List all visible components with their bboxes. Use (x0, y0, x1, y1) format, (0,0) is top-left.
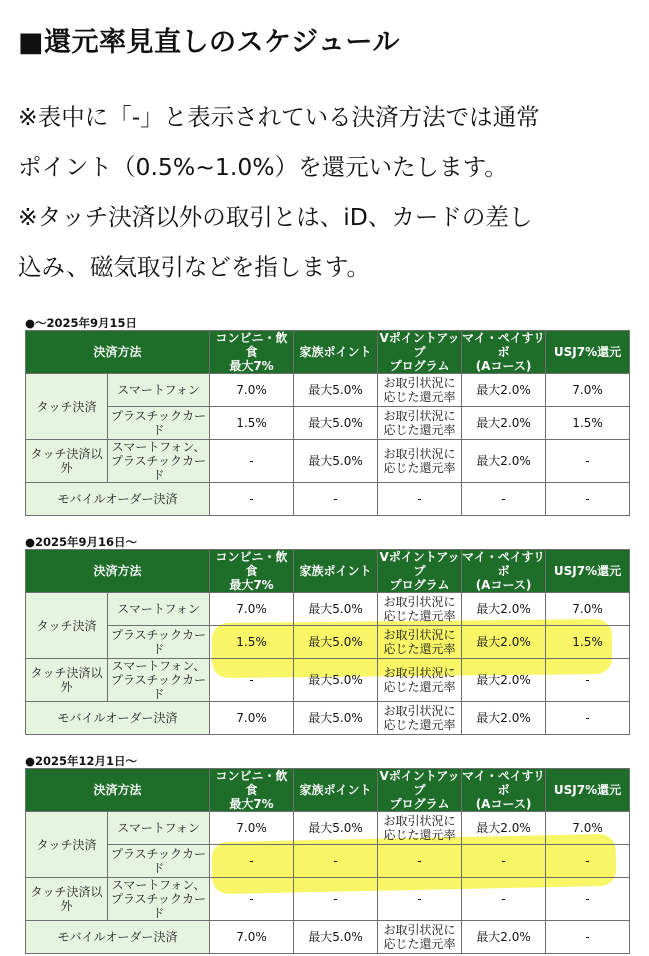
table-row (26, 440, 630, 483)
schedule-section (25, 535, 629, 735)
cell-text: (Aコース) (475, 797, 532, 811)
usj-cell (546, 878, 630, 921)
cell-text: タッチ決済以外 (30, 666, 103, 694)
cell-text: スマートフォン、 (111, 878, 206, 892)
cell-text: 最大2.0% (476, 821, 531, 835)
cell-text: お取引状況に (383, 595, 456, 609)
cell-text: USJ7%還元 (553, 783, 622, 797)
column-header (210, 331, 294, 374)
convenience-cell (210, 374, 294, 407)
row-label (108, 812, 210, 845)
column-header (546, 769, 630, 812)
cell-text: 応じた還元率 (383, 680, 456, 694)
cell-text: 最大2.0% (476, 635, 531, 649)
cell-text: (Aコース) (475, 359, 532, 373)
header-method (26, 331, 210, 374)
cell-text: - (249, 454, 254, 468)
usj-cell (546, 845, 630, 878)
table-row (26, 374, 630, 407)
cell-text: Vポイントアップ (379, 331, 460, 359)
cell-text: 7.0% (572, 821, 603, 835)
cell-text: お取引状況に (383, 704, 456, 718)
revo-cell (462, 812, 546, 845)
cell-text: 最大5.0% (308, 930, 363, 944)
cell-text: プラスチックカード (110, 847, 207, 875)
vpoint-cell (378, 593, 462, 626)
cell-text: お取引状況に (383, 376, 456, 390)
cell-text: 最大2.0% (476, 673, 531, 687)
cell-text: 最大7% (229, 797, 274, 811)
table-row (26, 878, 630, 921)
cell-text: - (585, 711, 590, 725)
vpoint-cell (378, 921, 462, 954)
table-row (26, 483, 630, 516)
cell-text: マイ・ペイすリボ (462, 550, 545, 578)
column-header (546, 550, 630, 593)
note-line: 込み、磁気取引などを指します。 (18, 253, 371, 281)
cell-text: スマートフォン (117, 602, 200, 616)
cell-text: マイ・ペイすリボ (462, 769, 545, 797)
cell-text: 7.0% (572, 383, 603, 397)
cell-text: コンビニ・飲食 (215, 550, 288, 578)
family-point-cell (294, 812, 378, 845)
cell-text: Vポイントアップ (379, 550, 460, 578)
vpoint-cell (378, 440, 462, 483)
cell-text: - (585, 854, 590, 868)
cell-text: - (417, 892, 422, 906)
convenience-cell (210, 626, 294, 659)
usj-cell (546, 440, 630, 483)
cell-text: 最大2.0% (476, 454, 531, 468)
cell-text: 応じた還元率 (383, 609, 456, 623)
cell-text: 1.5% (572, 635, 603, 649)
cell-text: 決済方法 (93, 564, 142, 578)
table-row (26, 659, 630, 702)
cell-text: スマートフォン、 (111, 440, 206, 454)
row-label (108, 845, 210, 878)
rate-table (25, 330, 630, 516)
cell-text: 決済方法 (93, 345, 142, 359)
cell-text: 最大2.0% (476, 416, 531, 430)
cell-text: 応じた還元率 (383, 937, 456, 951)
usj-cell (546, 659, 630, 702)
column-header (294, 550, 378, 593)
cell-text: 7.0% (236, 711, 267, 725)
cell-text: タッチ決済以外 (30, 447, 103, 475)
cell-text: プログラム (389, 578, 450, 592)
convenience-cell (210, 845, 294, 878)
row-label (108, 878, 210, 921)
column-header (378, 331, 462, 374)
convenience-cell (210, 407, 294, 440)
cell-text: 最大5.0% (308, 416, 363, 430)
revo-cell (462, 483, 546, 516)
cell-text: 応じた還元率 (383, 461, 456, 475)
cell-text: - (333, 492, 338, 506)
cell-text: タッチ決済 (36, 618, 97, 633)
rate-table (25, 549, 630, 735)
revo-cell (462, 626, 546, 659)
row-label (26, 921, 210, 954)
column-header (294, 331, 378, 374)
cell-text: コンビニ・飲食 (215, 331, 288, 359)
usj-cell (546, 483, 630, 516)
cell-text: お取引状況に (383, 923, 456, 937)
table-row (26, 845, 630, 878)
cell-text: モバイルオーダー決済 (57, 711, 178, 725)
family-point-cell (294, 440, 378, 483)
cell-text: 最大2.0% (476, 711, 531, 725)
vpoint-cell (378, 407, 462, 440)
vpoint-cell (378, 812, 462, 845)
row-label (108, 659, 210, 702)
table-row (26, 407, 630, 440)
cell-text: 最大5.0% (308, 602, 363, 616)
schedule-label: ●2025年9月16日～ (25, 535, 138, 549)
cell-text: スマートフォン (117, 821, 200, 835)
cell-text: 最大5.0% (308, 635, 363, 649)
schedule-label: ●～2025年9月15日 (25, 316, 138, 330)
table-row (26, 626, 630, 659)
cell-text: 応じた還元率 (383, 423, 456, 437)
cell-text: モバイルオーダー決済 (57, 930, 178, 944)
row-group-touch (26, 812, 108, 878)
cell-text: プラスチックカード (110, 409, 207, 437)
header-method (26, 550, 210, 593)
family-point-cell (294, 593, 378, 626)
vpoint-cell (378, 845, 462, 878)
cell-text: USJ7%還元 (553, 564, 622, 578)
revo-cell (462, 374, 546, 407)
family-point-cell (294, 921, 378, 954)
column-header (210, 550, 294, 593)
usj-cell (546, 374, 630, 407)
cell-text: - (585, 892, 590, 906)
column-header (210, 769, 294, 812)
usj-cell (546, 407, 630, 440)
cell-text: - (417, 492, 422, 506)
cell-text: 1.5% (572, 416, 603, 430)
cell-text: プラスチックカード (110, 454, 207, 482)
cell-text: 家族ポイント (299, 345, 372, 359)
note-line: ポイント（0.5%~1.0%）を還元いたします。 (18, 153, 508, 181)
row-label (108, 440, 210, 483)
column-header (462, 331, 546, 374)
cell-text: 1.5% (236, 416, 267, 430)
cell-text: 最大5.0% (308, 383, 363, 397)
table-row (26, 702, 630, 735)
cell-text: - (417, 854, 422, 868)
table-row (26, 593, 630, 626)
cell-text: 7.0% (236, 930, 267, 944)
cell-text: - (249, 892, 254, 906)
convenience-cell (210, 483, 294, 516)
row-group-non-touch (26, 878, 108, 921)
rate-table (25, 768, 630, 954)
cell-text: 応じた還元率 (383, 390, 456, 404)
cell-text: お取引状況に (383, 447, 456, 461)
header-method (26, 769, 210, 812)
cell-text: マイ・ペイすリボ (462, 331, 545, 359)
cell-text: - (501, 892, 506, 906)
family-point-cell (294, 702, 378, 735)
family-point-cell (294, 626, 378, 659)
convenience-cell (210, 440, 294, 483)
cell-text: - (585, 454, 590, 468)
column-header (462, 769, 546, 812)
row-label (108, 626, 210, 659)
cell-text: タッチ決済 (36, 399, 97, 414)
revo-cell (462, 440, 546, 483)
vpoint-cell (378, 659, 462, 702)
cell-text: (Aコース) (475, 578, 532, 592)
usj-cell (546, 812, 630, 845)
cell-text: USJ7%還元 (553, 345, 622, 359)
notes-block (18, 92, 643, 292)
row-label (108, 407, 210, 440)
cell-text: 最大5.0% (308, 711, 363, 725)
revo-cell (462, 659, 546, 702)
cell-text: 応じた還元率 (383, 642, 456, 656)
usj-cell (546, 921, 630, 954)
note-line: ※表中に「-」と表示されている決済方法では通常 (18, 103, 540, 131)
row-label (108, 593, 210, 626)
cell-text: プログラム (389, 797, 450, 811)
cell-text: モバイルオーダー決済 (57, 492, 178, 506)
cell-text: 7.0% (236, 821, 267, 835)
row-group-non-touch (26, 659, 108, 702)
cell-text: 最大2.0% (476, 602, 531, 616)
cell-text: タッチ決済 (36, 837, 97, 852)
cell-text: 最大5.0% (308, 454, 363, 468)
family-point-cell (294, 374, 378, 407)
row-label (108, 374, 210, 407)
table-row (26, 921, 630, 954)
usj-cell (546, 702, 630, 735)
cell-text: 1.5% (236, 635, 267, 649)
column-header (378, 550, 462, 593)
cell-text: - (585, 492, 590, 506)
convenience-cell (210, 702, 294, 735)
schedule-label: ●2025年12月1日～ (25, 754, 138, 768)
cell-text: タッチ決済以外 (30, 885, 103, 913)
note-line: ※タッチ決済以外の取引とは、iD、カードの差し (18, 203, 533, 231)
row-group-touch (26, 593, 108, 659)
cell-text: - (249, 854, 254, 868)
cell-text: - (501, 854, 506, 868)
convenience-cell (210, 812, 294, 845)
row-label (26, 702, 210, 735)
cell-text: 応じた還元率 (383, 718, 456, 732)
vpoint-cell (378, 374, 462, 407)
cell-text: 最大5.0% (308, 673, 363, 687)
revo-cell (462, 845, 546, 878)
convenience-cell (210, 593, 294, 626)
cell-text: 7.0% (572, 602, 603, 616)
row-label (26, 483, 210, 516)
cell-text: 応じた還元率 (383, 828, 456, 842)
cell-text: - (249, 492, 254, 506)
page-title: ■還元率見直しのスケジュール (18, 27, 400, 58)
family-point-cell (294, 483, 378, 516)
column-header (546, 331, 630, 374)
column-header (294, 769, 378, 812)
cell-text: お取引状況に (383, 814, 456, 828)
row-group-touch (26, 374, 108, 440)
usj-cell (546, 593, 630, 626)
convenience-cell (210, 921, 294, 954)
cell-text: 最大5.0% (308, 821, 363, 835)
column-header (378, 769, 462, 812)
cell-text: - (585, 930, 590, 944)
family-point-cell (294, 659, 378, 702)
cell-text: プラスチックカード (110, 628, 207, 656)
cell-text: 最大2.0% (476, 383, 531, 397)
column-header (462, 550, 546, 593)
cell-text: スマートフォン (117, 383, 200, 397)
cell-text: Vポイントアップ (379, 769, 460, 797)
schedule-section (25, 316, 629, 516)
convenience-cell (210, 659, 294, 702)
cell-text: - (333, 892, 338, 906)
cell-text: プラスチックカード (110, 892, 207, 920)
vpoint-cell (378, 626, 462, 659)
cell-text: プラスチックカード (110, 673, 207, 701)
vpoint-cell (378, 878, 462, 921)
cell-text: 7.0% (236, 383, 267, 397)
cell-text: - (585, 673, 590, 687)
cell-text: プログラム (389, 359, 450, 373)
revo-cell (462, 878, 546, 921)
revo-cell (462, 593, 546, 626)
revo-cell (462, 407, 546, 440)
vpoint-cell (378, 483, 462, 516)
revo-cell (462, 921, 546, 954)
cell-text: 決済方法 (93, 783, 142, 797)
table-row (26, 812, 630, 845)
row-group-non-touch (26, 440, 108, 483)
cell-text: - (249, 673, 254, 687)
cell-text: 最大2.0% (476, 930, 531, 944)
cell-text: 最大7% (229, 359, 274, 373)
convenience-cell (210, 878, 294, 921)
cell-text: - (501, 492, 506, 506)
cell-text: お取引状況に (383, 666, 456, 680)
family-point-cell (294, 845, 378, 878)
schedule-section (25, 754, 629, 954)
cell-text: お取引状況に (383, 409, 456, 423)
cell-text: お取引状況に (383, 628, 456, 642)
cell-text: コンビニ・飲食 (215, 769, 288, 797)
vpoint-cell (378, 702, 462, 735)
cell-text: - (333, 854, 338, 868)
family-point-cell (294, 878, 378, 921)
cell-text: 最大7% (229, 578, 274, 592)
revo-cell (462, 702, 546, 735)
cell-text: 7.0% (236, 602, 267, 616)
usj-cell (546, 626, 630, 659)
cell-text: 家族ポイント (299, 783, 372, 797)
cell-text: 家族ポイント (299, 564, 372, 578)
family-point-cell (294, 407, 378, 440)
cell-text: スマートフォン、 (111, 659, 206, 673)
